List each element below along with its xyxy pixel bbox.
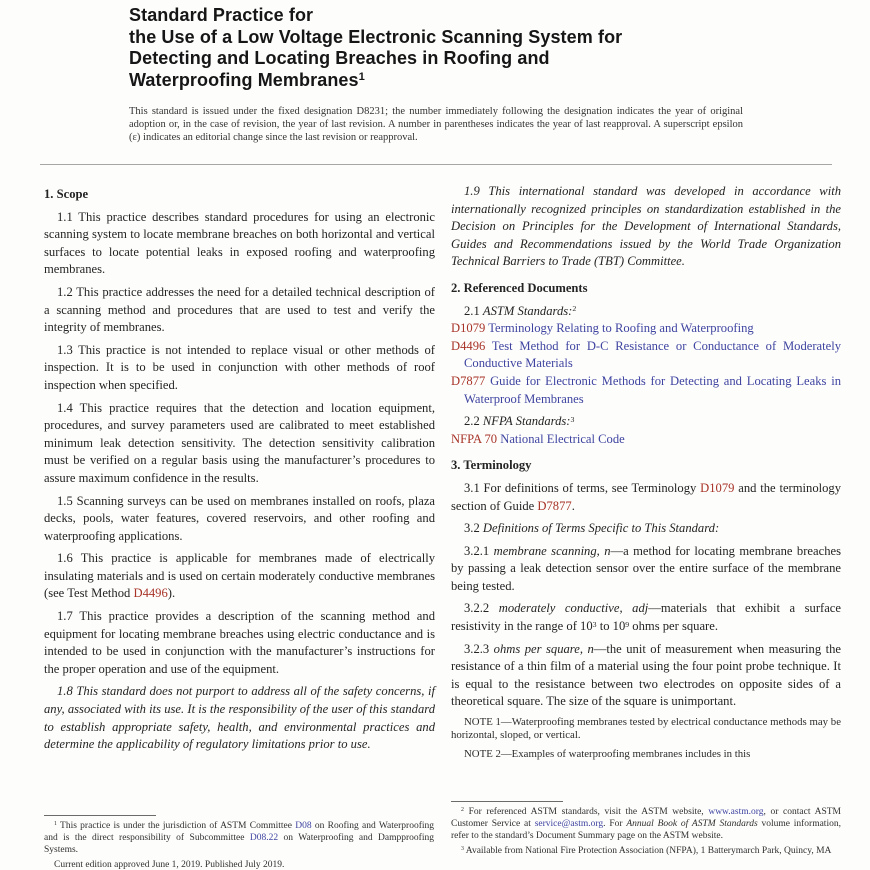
text-run: ASTM Standards:: [482, 303, 573, 318]
text-run: 1.2 This practice addresses the need for a detailed technical description of a scanning method and procedures that are used to test and verify the integrity of membranes.: [44, 284, 435, 335]
body-paragraph: [451, 641, 841, 711]
footnote-content: [44, 820, 434, 870]
text-run: 1.4 This practice requires that the detection and location equipment, procedures, and survey parameters used are calibrated to meet established minimum leak detection sensitivity. The detection sensitivity calibration must be verified on a regular basis using the manufacturer’s procedures to assure maximum confidence in the results.: [44, 400, 435, 485]
footnote: [451, 806, 841, 842]
text-run: membrane scanning, n: [493, 543, 611, 558]
text-run: Definitions of Terms Specific to This Standard:: [482, 521, 720, 536]
text-run: 3.1 For definitions of terms, see Terminology: [464, 480, 701, 495]
text-run: —the unit of measurement when measuring the resistance of a thin film of a material using the four point probe technique. It is equal to the resistance between two electrodes on opposite sides of a theoretical square. The size of the square is unimportant.: [451, 641, 841, 709]
text-run: 3.2.3: [464, 641, 494, 656]
body-paragraph: [451, 543, 841, 596]
text-run: volume information, refer to the standard’s Document Summary page on the ASTM website.: [451, 819, 841, 841]
doc-link[interactable]: D08.22: [249, 833, 279, 843]
body-paragraph: [44, 550, 435, 603]
text-run: 3. Terminology: [451, 458, 532, 473]
text-run: 1: [358, 71, 365, 84]
text-run: , or contact ASTM Customer Service at: [451, 807, 841, 829]
text-run: This standard is issued under the fixed designation D8231; the number immediately following the designation indicates the year of original adoption or, in the case of revision, the year of last revision. A number in parentheses indicates the year of last reapproval. A superscript epsilon (ε) indicates an editorial change since the last revision or reapproval.: [129, 106, 743, 143]
body-paragraph: [44, 284, 435, 337]
issue-note: [129, 106, 743, 145]
body-paragraph: [451, 520, 841, 538]
doc-link[interactable]: D1079: [700, 480, 735, 495]
text-run: 3.2.2: [464, 601, 499, 616]
text-run: Available from National Fire Protection Association (NFPA), 1 Batterymarch Park, Quincy, MA: [463, 846, 832, 856]
body-paragraph: [451, 303, 841, 321]
text-run: 3.2: [464, 521, 483, 536]
text-run: For referenced ASTM standards, visit the ASTM website,: [463, 807, 709, 817]
text-run: . For: [603, 819, 627, 829]
doc-link[interactable]: Terminology Relating to Roofing and Waterproofing: [485, 321, 754, 336]
doc-link[interactable]: National Electrical Code: [497, 431, 625, 446]
title-line: [129, 27, 789, 49]
text-run: NOTE 1—Waterproofing membranes tested by electrical conductance methods may be horizontal, sloped, or vertical.: [451, 716, 841, 742]
note-paragraph: [451, 716, 841, 743]
text-run: 1.8 This standard does not purport to address all of the safety concerns, if any, associated with its use. It is the responsibility of the user of this standard to establish appropriate safety, health, and environmental practices and determine the applicability of regulatory limitations prior to use.: [44, 684, 435, 752]
text-run: 2.1: [464, 303, 483, 318]
body-paragraph: [451, 413, 841, 431]
text-run: moderately conductive, adj: [498, 601, 649, 616]
doc-link[interactable]: Test Method for D-C Resistance or Conductance of Moderately Conductive Materials: [464, 338, 841, 371]
text-run: .: [571, 498, 575, 513]
issue-note-text: [129, 106, 743, 145]
text-run: 2: [461, 807, 464, 814]
reference-item: [451, 338, 841, 373]
column-left: [44, 178, 435, 754]
footnote-block-left: [44, 815, 434, 870]
body-paragraph: [44, 400, 435, 488]
header-divider: [40, 164, 832, 165]
body-paragraph: [44, 493, 435, 546]
text-run: 3: [570, 414, 575, 424]
text-run: 2. Referenced Documents: [451, 280, 588, 295]
text-run: ).: [167, 586, 176, 601]
doc-link[interactable]: D4496: [133, 586, 168, 601]
footnote-divider: [451, 801, 563, 802]
section-heading: [44, 186, 435, 204]
text-run: 1: [54, 821, 57, 828]
text-run: Current edition approved June 1, 2019. Published July 2019.: [54, 860, 285, 870]
doc-link[interactable]: D4496: [451, 338, 486, 353]
text-run: NOTE 2—Examples of waterproofing membranes includes in this: [464, 747, 751, 760]
body-paragraph: [451, 183, 841, 271]
section-heading: [451, 280, 841, 298]
footnote: [44, 820, 434, 856]
doc-link[interactable]: D1079: [451, 321, 486, 336]
text-run: 3: [461, 846, 464, 853]
text-run: Annual Book of ASTM Standards: [626, 819, 758, 829]
text-run: 3: [592, 619, 597, 629]
title-line: [129, 5, 789, 27]
title-line: [129, 70, 789, 92]
text-run: 2: [572, 304, 577, 314]
section-heading: [451, 457, 841, 475]
footnote-partial: [44, 859, 434, 870]
text-run: to 10: [596, 619, 626, 634]
text-run: on Waterproofing and Dampproofing Systems.: [44, 833, 434, 855]
text-run: and the terminology section of Guide: [451, 480, 841, 513]
text-run: the Use of a Low Voltage Electronic Scanning System for: [129, 26, 623, 47]
text-run: 1.3 This practice is not intended to replace visual or other methods of inspection. It is to be used in conjunction with other methods of roof inspection when specified.: [44, 342, 435, 392]
body-paragraph: [44, 342, 435, 395]
doc-link[interactable]: NFPA 70: [451, 431, 498, 446]
body-paragraph: [44, 608, 435, 678]
body-paragraph: [451, 600, 841, 635]
text-run: Standard Practice for: [129, 5, 314, 25]
text-run: NFPA Standards:: [482, 414, 571, 429]
doc-link[interactable]: service@astm.org: [534, 819, 604, 829]
footnote-partial: [451, 845, 841, 857]
title-line: [129, 48, 789, 70]
reference-item: [451, 373, 841, 408]
footnote-block-right: [451, 801, 841, 857]
text-run: 1. Scope: [44, 187, 89, 201]
document-title: [129, 5, 789, 91]
column-right: [451, 178, 841, 761]
body-paragraph: [44, 209, 435, 279]
doc-link[interactable]: www.astm.org: [708, 807, 764, 817]
footnote-divider: [44, 815, 156, 816]
text-run: 2.2: [464, 414, 483, 429]
text-run: 1.9 This international standard was developed in accordance with internationally recognized principles on standardization established in the Decision on Principles for the Development of International Standards, Guides and Recommendations issued by the World Trade Organization Technical Barriers to Trade (TBT) Committee.: [451, 184, 841, 269]
body-paragraph: [451, 480, 841, 515]
text-run: This practice is under the jurisdiction of ASTM Committee: [56, 821, 296, 831]
text-run: 1.7 This practice provides a description of the scanning method and equipment for locating membrane breaches using electric conductance and is intended to be used in conjunction with the manufacturer’s instructions for the proper operation and use of the equipment.: [44, 609, 435, 676]
text-run: Waterproofing Membranes: [129, 69, 359, 90]
text-run: 1.5 Scanning surveys can be used on membranes installed on roofs, plaza decks, pools, water features, covered reservoirs, and other roofing and waterproofing applications.: [44, 493, 435, 543]
footnote-content: [451, 806, 841, 857]
doc-link[interactable]: D08: [295, 821, 312, 831]
note-paragraph: [451, 748, 841, 761]
text-run: ohms per square.: [629, 619, 718, 634]
text-run: on Roofing and Waterproofing and is the direct responsibility of Subcommittee: [44, 821, 434, 843]
doc-link[interactable]: D7877: [451, 373, 486, 388]
reference-item: [451, 320, 841, 338]
doc-link[interactable]: D7877: [537, 498, 572, 513]
text-run: 3.2.1: [464, 543, 494, 558]
text-run: Detecting and Locating Breaches in Roofing and: [129, 48, 550, 68]
reference-item: [451, 431, 841, 449]
text-run: 1.6 This practice is applicable for membranes made of electrically insulating materials and is used on certain moderately conductive membranes (see Test Method: [44, 551, 435, 601]
text-run: 1.1 This practice describes standard procedures for using an electronic scanning system to locate membrane breaches on both horizontal and vertical surfaces to locate potential leaks in exposed roofing and waterproofing membranes.: [44, 209, 435, 277]
text-run: —a method for locating membrane breaches by passing a leak detection sensor over the entire surface of the membrane being tested.: [451, 543, 841, 593]
text-run: —materials that exhibit a surface resistivity in the range of 10: [451, 601, 841, 634]
body-paragraph: [44, 683, 435, 753]
doc-link[interactable]: Guide for Electronic Methods for Detecting and Locating Leaks in Waterproof Membranes: [464, 373, 841, 406]
text-run: 9: [625, 619, 630, 629]
text-run: ohms per square, n: [493, 641, 594, 656]
